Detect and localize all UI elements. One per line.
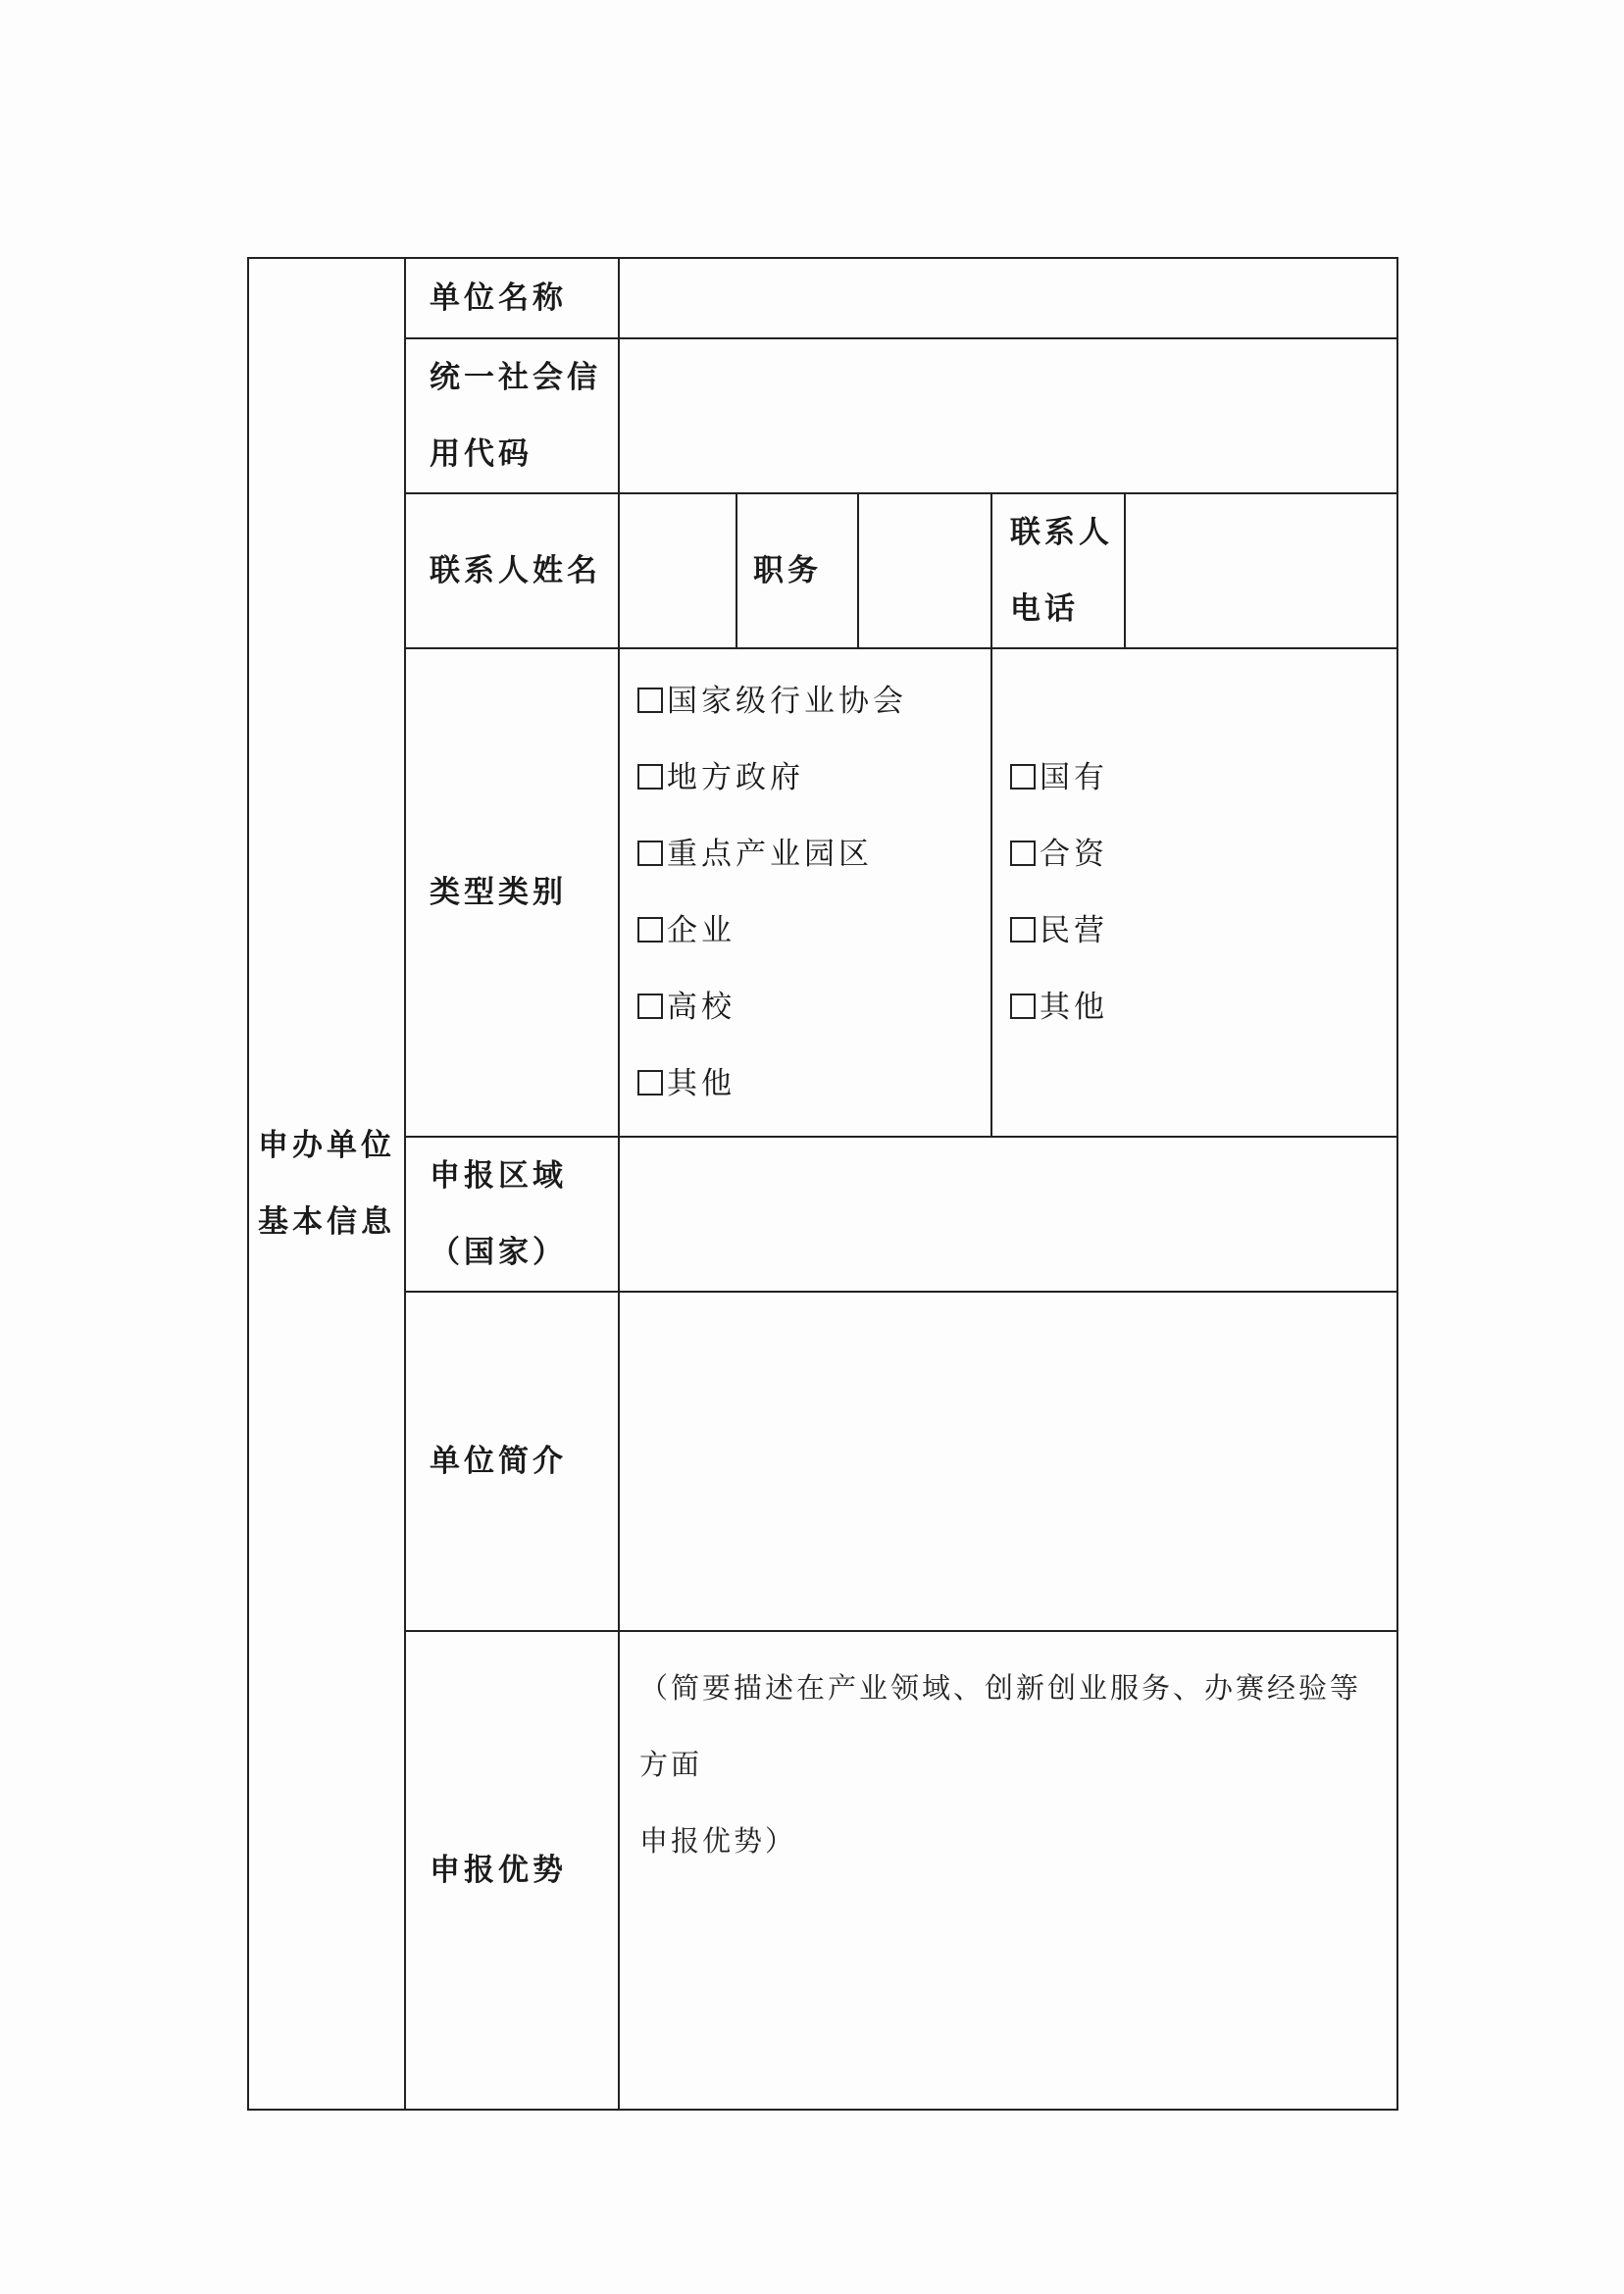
- credit-code-label: [405, 338, 619, 493]
- contact-name-field[interactable]: [619, 493, 736, 648]
- position-label: 职务: [736, 493, 858, 648]
- credit-code-label-line1: 统一社会信: [430, 360, 601, 395]
- credit-code-label-line2: 用代码: [430, 436, 533, 472]
- ownership-option-other[interactable]: [1010, 969, 1396, 1045]
- type-option-industrial-park[interactable]: [637, 816, 990, 892]
- ownership-option-joint-venture[interactable]: [1010, 816, 1396, 892]
- type-option-local-government[interactable]: [637, 739, 990, 816]
- group-label-line2: 基本信息: [258, 1204, 395, 1240]
- checkbox-icon: [637, 994, 663, 1019]
- credit-code-field[interactable]: [619, 338, 1397, 493]
- checkbox-icon: [637, 917, 663, 943]
- option-label: 其他: [667, 1066, 736, 1101]
- type-option-university[interactable]: [637, 969, 990, 1045]
- region-label-line1: 申报区域: [430, 1158, 567, 1194]
- option-label: 地方政府: [667, 760, 804, 795]
- ownership-options: [991, 648, 1397, 1137]
- checkbox-icon: [637, 1070, 663, 1096]
- region-label-line2: （国家）: [430, 1235, 567, 1270]
- advantage-label: 申报优势: [405, 1631, 619, 2110]
- checkbox-icon: [1010, 994, 1036, 1019]
- unit-name-field[interactable]: [619, 258, 1397, 338]
- contact-name-label: 联系人姓名: [405, 493, 619, 648]
- option-label: 企业: [667, 913, 736, 948]
- advantage-hint-line2: 申报优势）: [639, 1824, 797, 1858]
- option-label: 国有: [1040, 760, 1108, 795]
- option-label: 民营: [1040, 913, 1108, 948]
- type-option-national-association[interactable]: [637, 663, 990, 739]
- advantage-field[interactable]: [619, 1631, 1397, 2110]
- option-label: 合资: [1040, 837, 1108, 872]
- option-label: 重点产业园区: [667, 837, 873, 872]
- type-options: [619, 648, 991, 1137]
- region-field[interactable]: [619, 1137, 1397, 1292]
- ownership-option-private[interactable]: [1010, 892, 1396, 969]
- contact-phone-field[interactable]: [1125, 493, 1397, 648]
- intro-field[interactable]: [619, 1292, 1397, 1631]
- checkbox-icon: [637, 688, 663, 713]
- contact-phone-label: [991, 493, 1125, 648]
- checkbox-icon: [637, 764, 663, 790]
- region-label: [405, 1137, 619, 1292]
- option-label: 高校: [667, 990, 736, 1025]
- checkbox-icon: [637, 841, 663, 866]
- type-option-enterprise[interactable]: [637, 892, 990, 969]
- checkbox-icon: [1010, 917, 1036, 943]
- type-label: 类型类别: [405, 648, 619, 1137]
- position-field[interactable]: [858, 493, 991, 648]
- checkbox-icon: [1010, 764, 1036, 790]
- option-label: 国家级行业协会: [667, 684, 907, 719]
- group-label-cell: [248, 258, 405, 2110]
- advantage-hint-line1: （简要描述在产业领域、创新创业服务、办赛经验等方面: [639, 1671, 1362, 1781]
- type-option-other[interactable]: [637, 1045, 990, 1122]
- checkbox-icon: [1010, 841, 1036, 866]
- unit-name-label: 单位名称: [405, 258, 619, 338]
- option-label: 其他: [1040, 990, 1108, 1025]
- intro-label: 单位简介: [405, 1292, 619, 1631]
- ownership-option-state[interactable]: [1010, 739, 1396, 816]
- contact-phone-label-line1: 联系人: [1010, 515, 1113, 550]
- contact-phone-label-line2: 电话: [1010, 591, 1079, 627]
- group-label-line1: 申办单位: [258, 1128, 395, 1163]
- application-info-table: [247, 257, 1398, 2111]
